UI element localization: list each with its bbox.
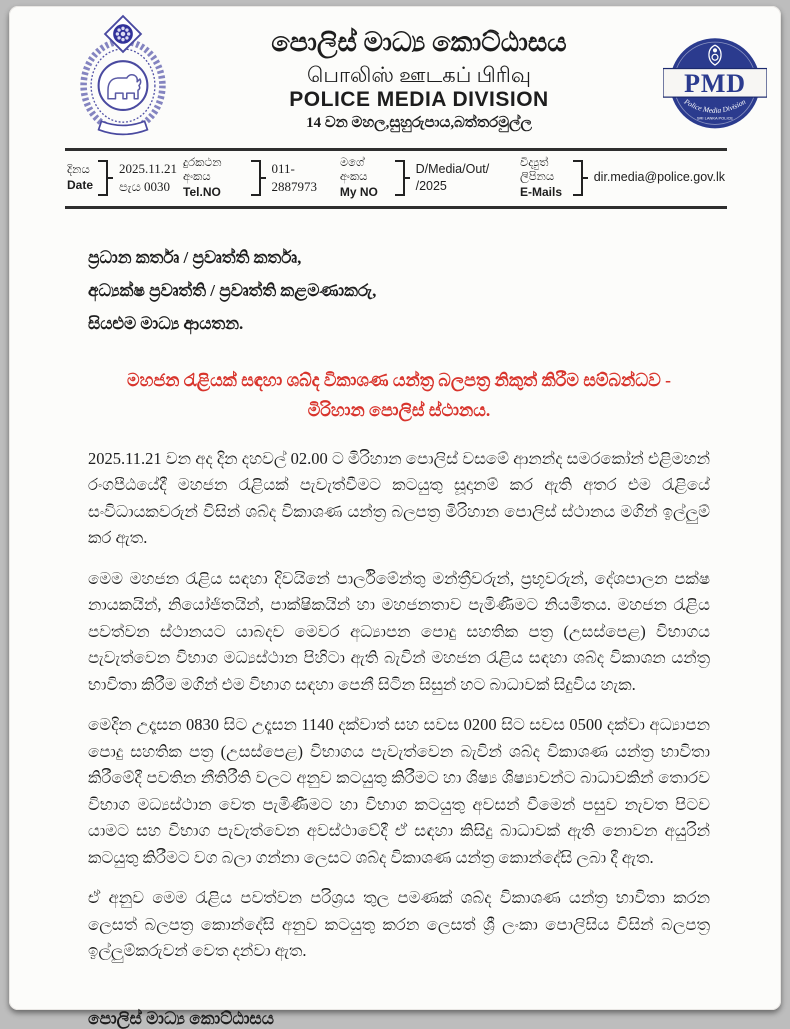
field-date-value — [119, 160, 177, 195]
recipient-line-1: ප්‍රධාන කර්තෘ / ප්‍රවෘත්ති කර්තෘ, — [88, 247, 302, 267]
title-tamil: பொலிஸ் ஊடகப் பிரிவு — [307, 62, 531, 87]
recipients-block — [88, 241, 710, 340]
paragraph-4: ඒ අනුව මෙම රැළිය පවත්වන පරිශ්‍රය තුල පමණක් ශබ්ද විකාශණ යන්ත්‍ර භාවිතා කරන ලෙසත් බලපත්‍ර කොන්දේසි අනුව කටයුතු කරන ලෙසත් ශ්‍රී ලංකා පොලිසිය විසින් බලපත්‍ර ඉල්ලුම්කරුවන් වෙත දන්වා ඇත. — [88, 888, 710, 961]
field-email-label-si: විද්‍යුත් ලිපිනය — [519, 157, 555, 184]
field-telephone-label-si: දුරකථන අංකය — [183, 157, 222, 184]
field-email — [520, 156, 725, 200]
scanned-letter-page — [9, 6, 781, 1028]
pmd-abbr-text: PMD — [684, 68, 746, 98]
signature-line: පොලිස් මාධ්‍ය කොට්ඨාසය — [88, 1008, 274, 1028]
bracket-glyph — [251, 160, 261, 196]
subject-line-1: මහජන රැළියක් සඳහා ශබ්ද විකාශණ යන්ත්‍ර බලපත්‍ර නිකුත් කිරීම සම්බන්ධව - — [127, 369, 671, 390]
my-number-value: D/Media/Out/ /2025 — [415, 162, 490, 193]
pmd-arc-text: Police Media Division — [682, 96, 748, 115]
field-telephone-labels — [183, 156, 245, 200]
paragraph-3: මෙදින උදෑසන 0830 සිට උදෑසන 1140 දක්වාත් සහ සවස 0200 සිට සවස 0500 දක්වා අධ්‍යාපන පොදු සහතික පත්‍ර (උසස්පෙළ) විභාගය පැවැත්වෙන බැවින් ශබ්ද විකාශණ යන්ත්‍ර භාවිතා කිරීමේදී පවතින නීතිරීති වලට අනුව කටයුතු කිරීමට හා ශිෂ්‍ය ශිෂ්‍යාවන්ට බාධාවකින් තොරව විභාග මධ්‍යස්ථාන වෙත පැමිණීමට හා විභාග කටයුතු අවසන් වීමෙන් පසුව නැවත පිටව යාමට සහ විභාග පැවැත්වෙන අවස්ථාවේදී ඒ සඳහා කිසිදු බාධාවක් ඇති නොවන අයුරින් කටයුතු කිරීමට වග බලා ගන්නා ලෙසට ශබ්ද විකාශණ යන්ත්‍ර කොන්දේසි ලබා දී ඇත. — [88, 715, 710, 867]
title-english: POLICE MEDIA DIVISION — [289, 87, 549, 111]
bracket-glyph — [573, 160, 583, 196]
address-line: 14 වන මහල,සුහුරුපාය,බත්තරමුල්ල — [306, 115, 532, 132]
field-my-number-label-si: මගේ අංකය — [339, 157, 368, 184]
field-date-label-si: දිනය — [67, 164, 90, 177]
field-date-labels — [67, 163, 93, 192]
paragraph-2: මෙම මහජන රැළිය සඳහා දිවයිනේ පාර්ලිමේන්තු මන්ත්‍රීවරුන්, ප්‍රභූවරුන්, දේශපාලන පක්ෂ නායකයින්, නියෝජිතයින්, පාක්ෂිකයින් හා මහජනතාව පැමිණීමට නියමිතය. මහජන රැළිය පවත්වන ස්ථානයට යාබදව මෙවර අධ්‍යාපන පොදු සහතික පත්‍ර (උසස්පෙළ) විභාගය පැවැත්වෙන විභාග මධ්‍යස්ථාන පිහිටා ඇති බැවින් මහජන රැළිය සඳහා ශබ්ද විකාශන යන්ත්‍ර භාවිතා කිරීම මගින් එම විභාග සඳහා පෙනී සිටින සිසුන් හට බාධාවක් සිදුවිය හැක. — [88, 568, 710, 694]
field-my-number-labels — [340, 156, 390, 200]
subject-heading — [88, 365, 710, 425]
pmd-logo — [663, 30, 767, 140]
paragraph-1: 2025.11.21 වන අද දින දහවල් 02.00 ට මිරිහාන පොලිස් වසමේ ආනන්ද සමරකෝන් එළිමහන් රංගපීඨයේදී මහජන රැළියක් පැවැත්වීමට කටයුතු සූදානම් කර ඇති අතර එම රැළියේ සංවිධායකවරුන් විසින් ශබ්ද විකාශණ යන්ත්‍ර බලපත්‍ර මිරිහාන පොලිස් ස්ථානය මගින් ඉල්ලුම් කර ඇත. — [88, 448, 710, 548]
field-date-label-en: Date — [67, 177, 94, 192]
pmd-sub-text: SRI LANKA POLICE — [696, 115, 734, 121]
sri-lanka-police-crest-icon — [71, 18, 175, 140]
letterhead-titles — [175, 18, 663, 132]
field-telephone-label-en: Tel.NO — [183, 184, 221, 199]
field-telephone — [183, 156, 334, 200]
reference-bar — [65, 148, 727, 209]
title-sinhala: පොලිස් මාධ්‍ය කොට්ඨාසය — [271, 27, 567, 57]
field-my-number — [340, 156, 514, 200]
email-value: dir.media@police.gov.lk — [593, 170, 725, 185]
time-value: පැය 0030 — [119, 178, 171, 194]
letterhead — [9, 6, 781, 140]
subject-line-2: මිරිහාන පොලිස් ස්ථානය. — [307, 399, 491, 420]
telephone-value: 011-2887973 — [271, 161, 318, 194]
bracket-glyph — [98, 160, 108, 196]
letter-body — [9, 241, 781, 1029]
date-value: 2025.11.21 — [119, 161, 178, 177]
recipient-line-3: සියළුම මාධ්‍ය ආයතන. — [88, 313, 244, 333]
field-email-label-en: E-Mails — [519, 184, 562, 199]
field-email-labels — [520, 156, 568, 200]
field-my-number-label-en: My NO — [339, 184, 378, 199]
bracket-glyph — [395, 160, 405, 196]
field-date — [67, 160, 177, 196]
recipient-line-2: අධ්‍යක්ෂ ප්‍රවෘත්ති / ප්‍රවෘත්ති කළමණාකරු, — [88, 280, 377, 300]
